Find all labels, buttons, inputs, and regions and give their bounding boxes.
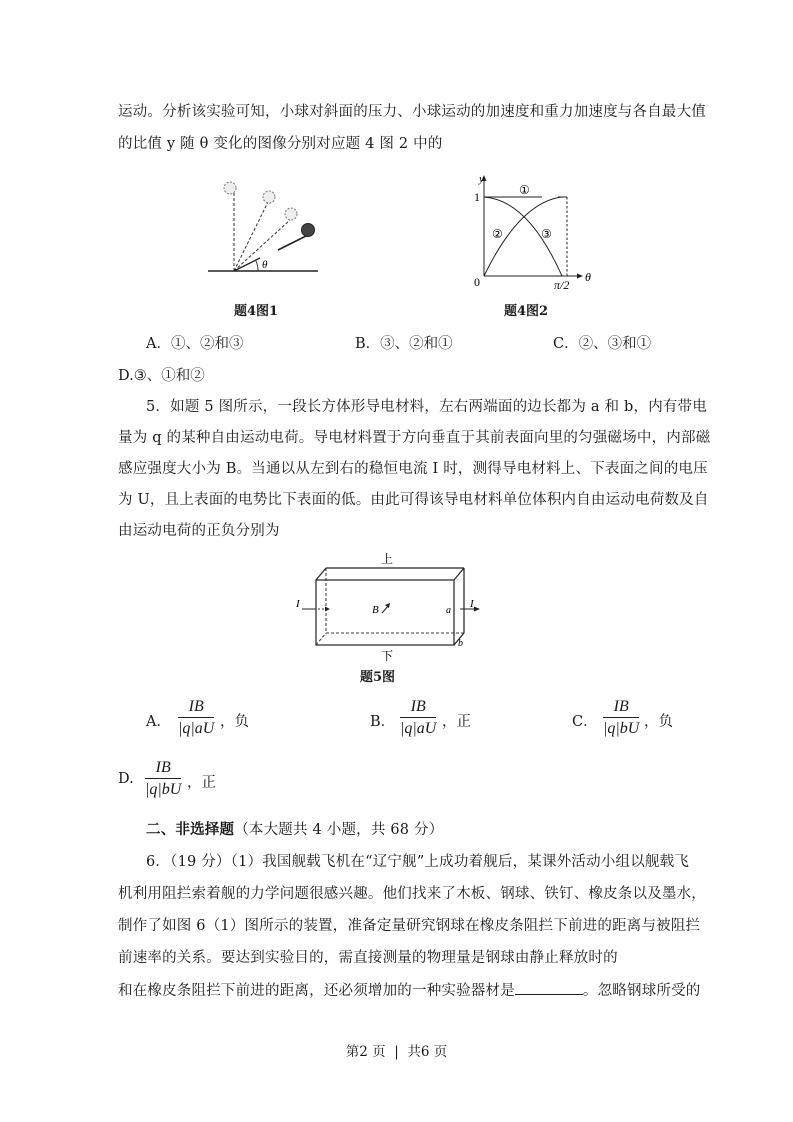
top-surface-label: 上	[381, 552, 394, 566]
q5-text-line-4: 为 U，且上表面的电势比下表面的低。由此可得该导电材料单位体积内自由运动电荷数及自	[118, 492, 709, 508]
q5-option-c-fraction	[603, 697, 639, 740]
incline-solid-line-a	[234, 258, 260, 271]
b-field-label: B	[372, 604, 379, 616]
q5-option-a-letter[interactable]: A．	[146, 714, 171, 730]
origin-label: 0	[474, 275, 480, 289]
q5-option-a-fraction	[178, 697, 214, 740]
fraction-denominator: |q|bU	[603, 720, 640, 737]
q5-text-line-1: 5．如题 5 图所示，一段长方体形导电材料，左右两端面的边长都为 a 和 b，内有带电	[146, 399, 708, 415]
q5-option-c-sign: ，负	[644, 714, 673, 730]
bottom-surface-label: 下	[381, 649, 394, 663]
current-in-label: I	[296, 598, 300, 610]
q5-text-line-3: 感应强度大小为 B。当通以从左到右的稳恒电流 I 时，测得导电材料上、下表面之间的电压	[118, 461, 708, 477]
section-2-title: 二、非选择题	[146, 821, 235, 838]
current-in-arrowhead	[325, 607, 330, 612]
section-2-note: （本大题共 4 小题，共 68 分）	[234, 822, 444, 838]
box-edge	[316, 568, 326, 580]
option-letter: B．	[355, 336, 381, 352]
x-axis-label: θ	[585, 270, 591, 284]
curve-1-label: ①	[519, 183, 530, 197]
option-letter: A．	[146, 336, 171, 352]
q4-text-line-2: 的比值 y 随 θ 变化的图像分别对应题 4 图 2 中的	[118, 136, 443, 152]
current-page: 第2 页	[345, 1044, 386, 1060]
angle-arc	[256, 261, 258, 271]
q5-option-b-sign: ，正	[442, 714, 471, 730]
q4-figure-2-caption: 题4图2	[504, 304, 549, 319]
edge-b-label: b	[458, 638, 463, 649]
section-2-heading	[146, 820, 711, 840]
current-out-label: I	[470, 598, 474, 610]
page-footer	[0, 1040, 793, 1060]
option-text: ①、②和③	[170, 336, 244, 352]
option-text: ②、③和①	[578, 336, 652, 352]
edge-a-label: a	[446, 605, 451, 616]
y-tick-1: 1	[474, 190, 480, 204]
q6-text-line-4: 前速率的关系。要达到实验目的，需直接测量的物理量是钢球由静止释放时的	[118, 950, 618, 966]
ball-ghost-3	[285, 208, 297, 220]
box-hidden-edge	[316, 633, 326, 645]
q5-text-line-5: 由运动电荷的正负分别为	[118, 523, 280, 539]
q5-option-b-letter[interactable]: B．	[370, 714, 396, 730]
q4-figure-1-caption: 题4图1	[234, 304, 279, 319]
footer-separator: |	[394, 1044, 399, 1060]
fraction-numerator: IB	[603, 697, 639, 718]
fraction-denominator: |q|aU	[178, 720, 215, 737]
fraction-numerator: IB	[145, 758, 181, 779]
x-axis-arrow	[577, 274, 583, 279]
ball-solid	[302, 224, 315, 237]
option-letter: D.	[118, 368, 134, 384]
angle-label: θ	[262, 259, 268, 271]
ball-ghost-1	[224, 182, 236, 194]
box-front-face	[316, 580, 454, 645]
q4-figure-2	[470, 172, 600, 296]
answer-blank[interactable]	[515, 980, 583, 995]
q6-text-after-blank: 。忽略钢球所受的	[582, 983, 701, 999]
q4-text-line-1: 运动。分析该实验可知，小球对斜面的压力、小球运动的加速度和重力加速度与各自最大值	[118, 104, 706, 120]
q4-option-d[interactable]	[118, 364, 205, 385]
q5-option-a-sign: ，负	[220, 714, 249, 730]
option-text: ③、②和①	[380, 336, 453, 352]
fraction-denominator: |q|bU	[145, 781, 182, 798]
q4-option-b[interactable]	[355, 332, 453, 353]
q6-text-line-1: 6．（19 分）（1）我国舰载飞机在“辽宁舰”上成功着舰后，某课外活动小组以舰载飞	[146, 854, 690, 870]
box-edge	[454, 568, 464, 580]
q4-option-a[interactable]	[146, 332, 243, 353]
q6-text-line-5	[118, 980, 701, 1001]
fraction-numerator: IB	[178, 697, 214, 718]
incline-solid-line-b	[278, 235, 308, 250]
q4-figure-1	[200, 172, 330, 282]
q5-option-d-fraction	[145, 758, 181, 801]
x-tick-pi-half: π/2	[554, 278, 570, 292]
fraction-denominator: |q|aU	[400, 720, 437, 737]
ball-ghost-2	[263, 191, 275, 203]
total-pages: 共6 页	[407, 1044, 448, 1060]
curve-3-label: ③	[541, 227, 552, 241]
q5-option-d-letter[interactable]: D.	[118, 771, 134, 787]
q5-text-line-2: 量为 q 的某种自由运动电荷。导电材料置于方向垂直于其前表面向里的匀强磁场中，内部磁	[118, 430, 711, 446]
current-out-arrowhead	[474, 607, 480, 612]
fraction-numerator: IB	[400, 697, 436, 718]
q5-figure	[292, 548, 492, 668]
q6-text-line-3: 制作了如图 6（1）图所示的装置，准备定量研究钢球在橡皮条阻拦下前进的距离与被阻拦	[118, 918, 701, 934]
option-text: ③、①和②	[133, 368, 205, 384]
q5-figure-caption: 题5图	[360, 670, 396, 685]
y-axis-label: y	[479, 173, 484, 185]
q6-text-line-2: 机利用阻拦索着舰的力学问题很感兴趣。他们找来了木板、钢球、铁钉、橡皮条以及墨水，	[118, 886, 706, 902]
q4-option-c[interactable]	[553, 332, 651, 353]
q5-option-c-letter[interactable]: C．	[572, 714, 598, 730]
q5-option-d-sign: ，正	[187, 775, 216, 791]
q5-option-b-fraction	[400, 697, 436, 740]
option-letter: C．	[553, 336, 579, 352]
q6-text-before-blank: 和在橡皮条阻拦下前进的距离，还必须增加的一种实验器材是	[118, 983, 515, 999]
curve-2-label: ②	[492, 227, 503, 241]
